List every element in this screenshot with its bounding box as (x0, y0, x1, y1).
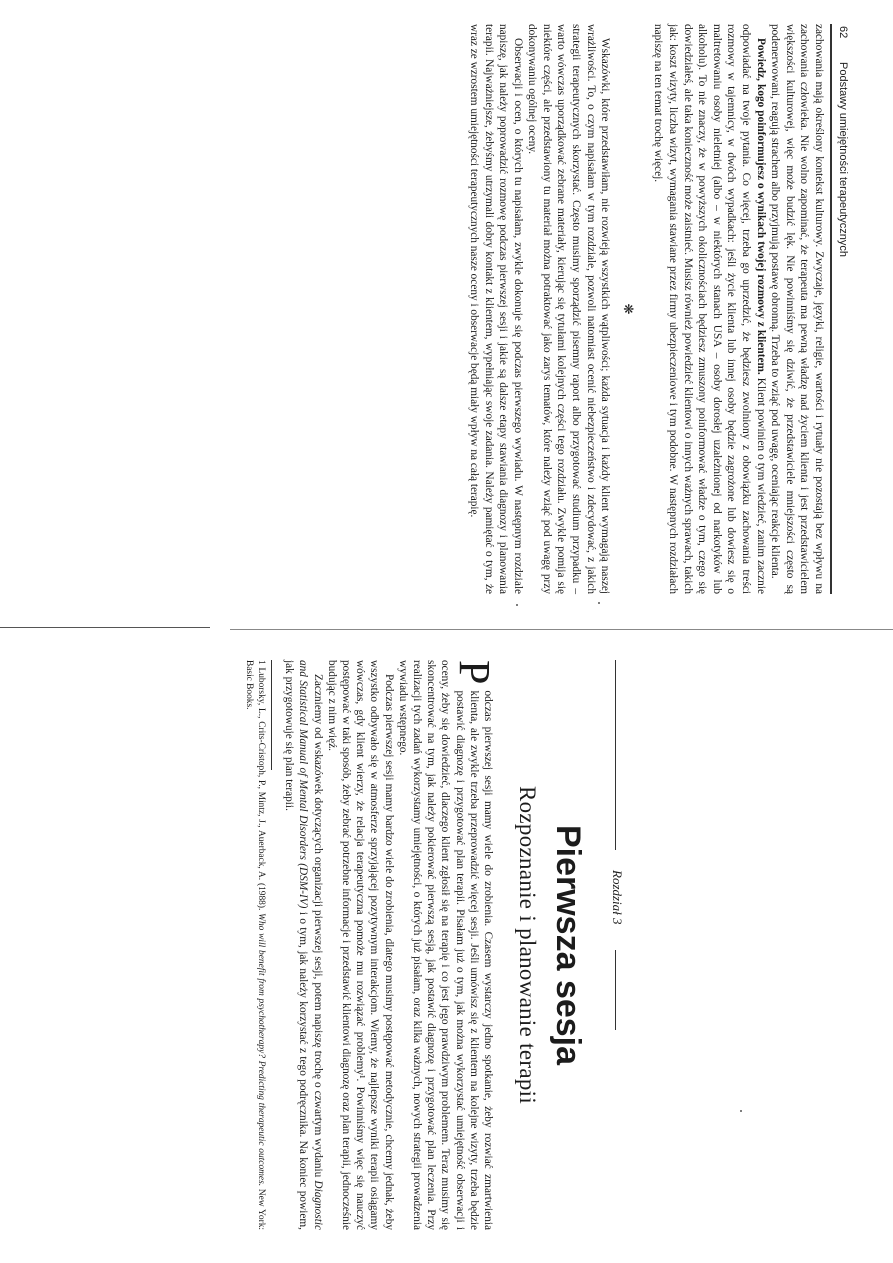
chapter-title: Pierwsza sesja (549, 824, 587, 1066)
scan-speck (516, 604, 518, 606)
footnote-title: Who will benefit from psychotherapy? Predicting therapeutic outcomes. (255, 913, 266, 1187)
paragraph: Podczas pierwszej sesji mamy bardzo wiele do zrobienia, dlatego musimy postępować metodycznie, chcemy jednak, żeby wszystko odbywało się w atmosferze sprzyjającej pozytywnym interakcjom. Wiemy, że najlepsze wyniki terapii osiągamy wówczas, gdy klient wierzy, że relacja terapeutyczna pomoże mu rozwiązać problemy¹. Powinniśmy więc się nauczyć postępować w taki sposób, żeby zebrać potrzebne informacje i przedstawić klientowi diagnozę oraz plan terapii, jednocześnie budując z nim więź. (325, 660, 395, 1230)
chapter-rule (615, 660, 616, 850)
scan-speck (598, 602, 600, 604)
bold-lead-in: Powiedz, kogo poinformujesz o wynikach twojej rozmowy z klientem. (754, 38, 767, 375)
paragraph (651, 24, 768, 594)
page-divider (230, 629, 893, 630)
lower-page-content (70, 660, 625, 1230)
paragraph (282, 660, 325, 1230)
book-title: Diagnostic and Statistical Manual of Mental Disorders (DSM-IV) (297, 660, 324, 1230)
paragraph-text: Zaczniemy od wskazówek dotyczących organizacji pierwszej sesji, potem napiszę trochę o czwartym wydaniu (311, 674, 324, 1181)
lower-page-body (243, 660, 499, 1230)
footnote-rule (271, 660, 272, 770)
scan-speck (740, 1110, 742, 1112)
paragraph (396, 660, 499, 1230)
section-break-ornament: ❋ (620, 303, 636, 315)
upper-page-content (185, 24, 850, 594)
lower-page (0, 640, 893, 1263)
paragraph: Obserwacji i ocen, o których tu napisałam, zwykle dokonuje się podczas pierwszego wywiadu. W następnym rozdziale napiszę, jak należy poprowadzić rozmowę podczas pierwszej sesji i jakie są dalsze etapy stawiania diagnozy i planowania terapii. Najważniejsze, żebyśmy utrzymali dobry kontakt z klientem, wypełniając swoje zadania. Należy pamiętać o tym, że wraz ze wzrostem umiejętności terapeutycznych nasze oceny i obserwacje będą miały wpływ na całą terapię. (467, 24, 524, 594)
paragraph-text: Klient powinien o tym wiedzieć, zanim zacznie odpowiadać na twoje pytania. Co więcej, trzeba go uprzedzić, że będziesz zwolniony z obowiązku zachowania treści rozmowy w tajemnicy, w dwóch wypadkach: jeśli życie klienta lub innej osoby będzie zagrożone lub dowiesz się o maltretowaniu osoby nieletniej (albo – w niektórych stanach USA – osoby dorosłej uzależnionej od narkotyków lub alkoholu). To nie znaczy, że w powyższych okolicznościach będziesz zmuszony poinformować władze o tym, czego się dowiedziałeś, ale taka konieczność może zaistnieć. Musisz również powiedzieć klientowi o innych ważnych sprawach, takich jak: koszt wizyty, liczba wizyt, wymagania stawiane przez firmy ubezpieczeniowe i tym podobne. W następnych rozdziałach napiszę na ten temat trochę więcej. (652, 24, 767, 594)
footnote-text: New York: Basic Books. (243, 660, 266, 1230)
running-title: Podstawy umiejętności terapeutycznych (837, 62, 849, 258)
footnote-number: 1 (255, 660, 266, 665)
paragraph-text: odczas pierwszej sesji mamy wiele do zrobienia. Czasem wystarczy jedno spotkanie, żeby rozwiać zmartwienia klienta, ale zwykle trzeba przeprowadzić więcej sesji. Jeśli umówisz się z klientem na kolejne wizyty, trzeba będzie postawić diagnozę i przygotować plan terapii. Pisałam już o tym, jak można wykorzystać umiejętność obserwacji i oceny, żeby się dowiedzieć, dlaczego klient zgłosił się na terapię i co jest jego prawdziwym problemem. Teraz musimy się skoncentrować na tym, jak należy pokierować pierwszą sesją, jak postawić diagnozę i przygotować plan leczenia. Przy realizacji tych zadań wykorzystamy umiejętności, o których już pisałam, oraz kilka ważnych, nowych strategii prowadzenia wywiadu wstępnego. (396, 660, 494, 1230)
paragraph: zachowania mają określony kontekst kulturowy. Zwyczaje, języki, religie, wartości i rytuały nie pozostają bez wpływu na zachowania człowieka. Nie wolno zapominać, że terapeuta ma pewną władzę nad życiem klienta i jest przedstawicielem większości kulturowej, więc może budzić lęk. Nie powinniśmy się dziwić, że przedstawiciele mniejszości często są podenerwowani, reagują strachem albo przyjmują postawę obronną. Trzeba to wziąć pod uwagę, oceniając reakcje klienta. (769, 24, 825, 594)
footnote (243, 660, 267, 1230)
chapter-label (595, 660, 625, 1230)
upper-page (0, 0, 893, 625)
page-divider (0, 627, 210, 628)
footnote-text: Luborsky, L., Crits-Cristoph, P., Mintz, J., Auerback, A. (1988). (255, 667, 266, 914)
paragraph-text: i o tym, jak należy korzystać z tego podręcznika. Na koniec powiem, jak przygotowuje się plan terapii. (283, 660, 310, 1230)
chapter-subtitle: Rozpoznanie i planowanie terapii (515, 785, 540, 1105)
drop-cap: P (450, 660, 499, 685)
running-header (830, 24, 850, 594)
chapter-rule (615, 950, 616, 1030)
upper-page-body (466, 24, 826, 594)
page-number: 62 (837, 26, 849, 39)
paragraph: Wskazówki, które przedstawiłam, nie rozwieją wszystkich wątpliwości; każda sytuacja i każdy klient wymagają naszej wrażliwości. To, o czym napisałam w tym rozdziale, pozwoli natomiast ocenić niebezpieczeństwo i zdecydować, z jakich strategii terapeutycznych skorzystać. Często musimy sporządzić pisemny raport albo przygotować studium przypadku – warto wówczas uporządkować zebrane materiały, kierując się tytułami kolejnych części tego rozdziału. Zwykle pomija się niektóre części, ale przedstawiony tu materiał można potraktować jako zarys tematów, które należy wziąć pod uwagę przy dokonywaniu ogólnej oceny. (526, 24, 612, 594)
chapter-number: Rozdział 3 (610, 870, 625, 925)
